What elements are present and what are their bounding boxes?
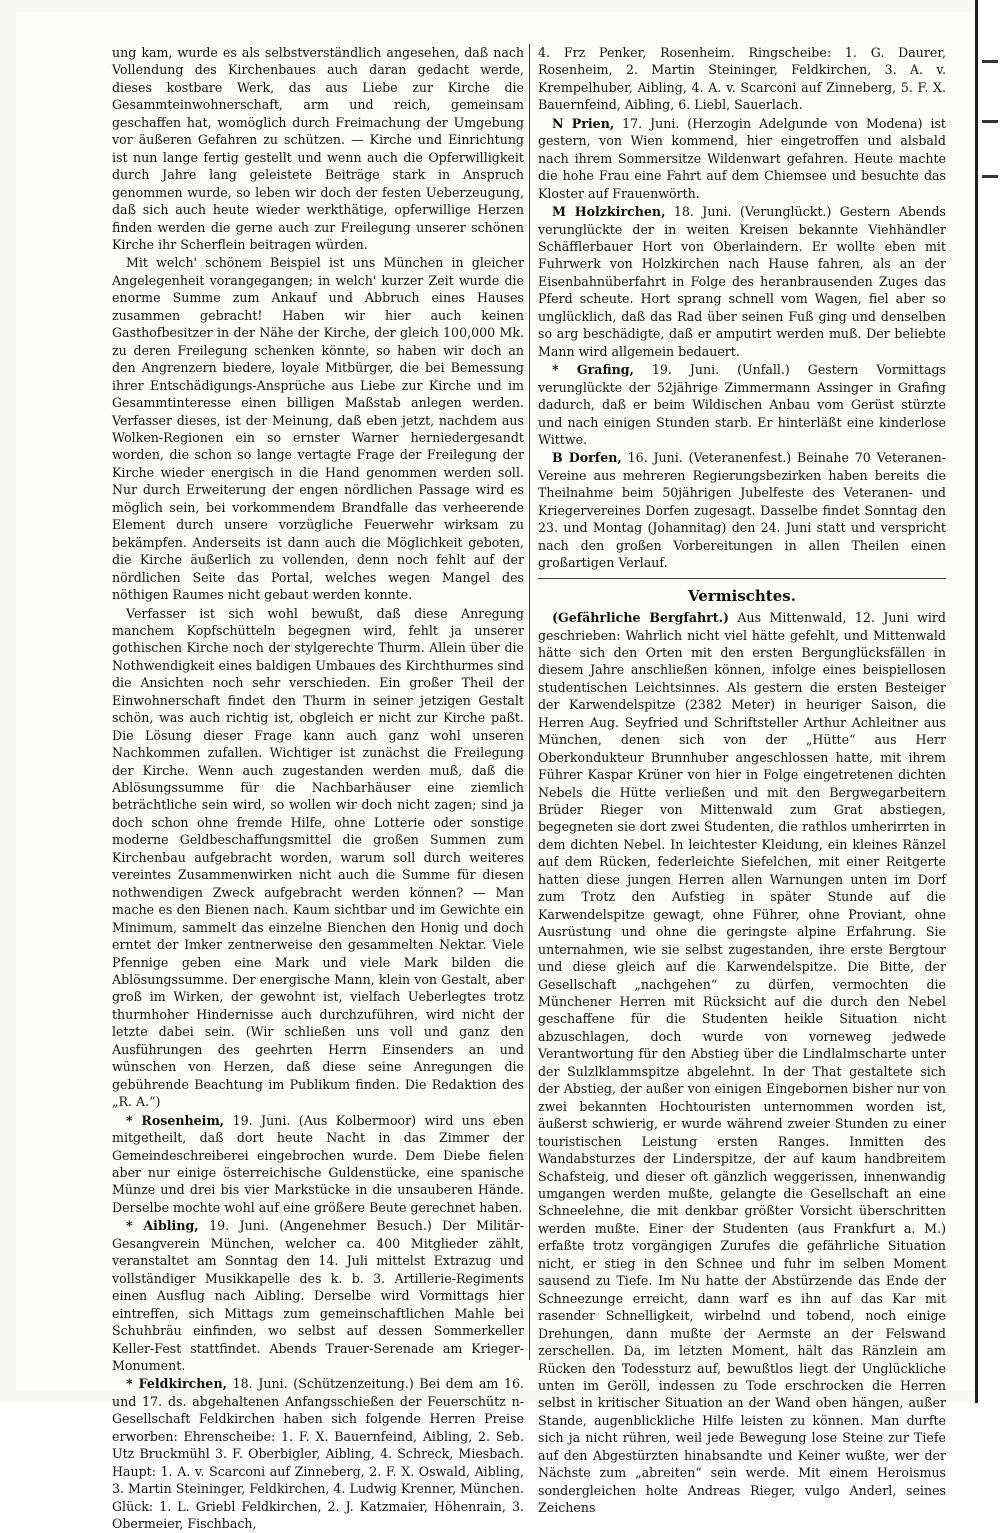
adjacent-page-edge bbox=[975, 0, 1003, 1403]
column-rule bbox=[529, 44, 530, 1360]
article-dorfen: B Dorfen, 16. Juni. (Veteranenfest.) Beinahe 70 Veteranen-Vereine aus mehreren Regierungsbezirken haben bereits die Theilnahme beim 50jährigen Jubelfeste des Veteranen- und Kriegervereines Dorfen zugesagt. Dasselbe findet Sonntag den 23. und Montag (Johannitag) den 24. Juni statt und verspricht nach den großen Vorbereitungen in allen Theilen einen großartigen Verlauf. bbox=[538, 450, 946, 571]
section-heading: Vermischtes. bbox=[688, 586, 796, 605]
right-column bbox=[538, 44, 946, 1516]
edge-mark bbox=[982, 120, 998, 123]
article-rosenheim: * Rosenheim, 19. Juni. (Aus Kolbermoor) wird uns eben mitgetheilt, daß dort heute Nacht in das Zimmer der Gemeindeschreiberei eingebrochen wurde. Dem Diebe fielen aber nur einige österreichische Guldenstücke, eine spanische Münze und drei bis vier Markstücke in die unsauberen Hände. Derselbe mochte wohl auf eine größere Beute gerechnet haben. bbox=[112, 1112, 524, 1215]
article-kirche-para-2: Mit welch' schönem Beispiel ist uns München in gleicher Angelegenheit vorangegangen; in welch' kurzer Zeit wurde die enorme Summe zum Ankauf und Abbruch eines Hauses zusammen gebracht! Haben wir hier auch keinen Gasthofbesitzer in der Nähe der Kirche, der gleich 100,000 Mk. zu deren Freilegung schenken könnte, so haben wir doch an den Angrenzern biedere, loyale Mitbürger, die bei Bemessung ihrer Entschädigungs-Ansprüche aus Liebe zur Kirche und im Gesammtinteresse einen billigen Maßstab anlegen werden. Verfasser dieses, ist der Meinung, daß eben jetzt, nachdem aus Wolken-Regionen ein so ernster Warner herniedergesandt worden, die schon so lange vertagte Frage der Freilegung der Kirche wieder energisch in die Hand genommen werden soll. Nur durch Erweiterung der engen nördlichen Passage wird es möglich sein, bei vorkommendem Brandfalle das verheerende Element durch unsere vorzügliche Feuerwehr wirksam zu bekämpfen. Anderseits ist dann auch die Möglichkeit geboten, die Kirche äußerlich zu vollenden, denn noch fehlt auf der nördlichen Seite das Portal, welches wegen Mangel des nöthigen Raumes nicht gebaut werden konnte. bbox=[112, 255, 524, 603]
article-prien: N Prien, 17. Juni. (Herzogin Adelgunde von Modena) ist gestern, von Wien kommend, hier eingetroffen und alsbald nach ihrem Sommersitze Wildenwart gefahren. Heute machte die hohe Frau eine Fahrt auf dem Chiemsee und besuchte das Kloster auf Frauenwörth. bbox=[538, 115, 946, 201]
article-kirche-para-3: Verfasser ist sich wohl bewußt, daß diese Anregung manchem Kopfschütteln begegnen wird, fehlt ja unserer gothischen Kirche noch der stylgerechte Thurm. Allein über die Nothwendigkeit eines baldigen Umbaues des Kirchthurmes sind die Ansichten noch sehr verschieden. Ein großer Theil der Einwohnerschaft findet den Thurm in seiner jetzigen Gestalt schön, was auch richtig ist, obgleich er nicht zur Kirche paßt. Die Lösung dieser Frage kann auch ganz wohl unseren Nachkommen zufallen. Wichtiger ist zunächst die Freilegung der Kirche. Wenn auch zugestanden werden muß, daß die Ablösungssumme für die Nachbarhäuser eine ziemlich beträchtliche sein wird, so wollen wir doch nicht zagen; sind ja doch schon ohne fremde Hilfe, ohne Lotterie oder sonstige moderne Geldbeschaffungsmittel die großen Summen zum Kirchenbau aufgebracht worden, warum soll durch weiteres vereintes Zusammenwirken nicht auch die Summe für diesen nothwendigen Zweck aufgebracht werden können? — Man mache es den Bienen nach. Kaum sichtbar und im Gewichte ein Minimum, sammelt das einzelne Bienchen den Honig und doch erntet der Imker zentnerweise den gesammelten Nektar. Viele Pfennige geben eine Mark und viele Mark bilden die Ablösungssumme. Der energische Mann, klein von Gestalt, aber groß im Wirken, der gewohnt ist, vielfach Ueberlegtes trotz thurmhoher Hindernisse auch durchzuführen, wird nicht der letzte dabei sein. (Wir schließen uns voll und ganz den Ausführungen des geehrten Herrn Einsenders an und wünschen von Herzen, daß diese seine Anregungen die gebührende Beachtung im Publikum finden. Die Redaktion des „R. A.“) bbox=[112, 605, 524, 1110]
edge-mark bbox=[982, 175, 998, 178]
article-kirche-para-1: ung kam, wurde es als selbstverständlich angesehen, daß nach Vollendung des Kirchenbaues auch daran gedacht werde, dieses kostbare Werk, das aus Liebe zur Kirche die Gesammteinwohnerschaft, arm und reich, gemeinsam geschaffen hat, womöglich durch Freimachung der Umgebung vor äußeren Gefahren zu schützen. — Kirche und Einrichtung ist nun lange fertig gestellt und wenn auch die Opferwilligkeit durch Jahre lang geleistete Beiträge stark in Anspruch genommen wurde, so leben wir doch der festen Ueberzeugung, daß sich auch heute wieder werkthätige, opferwillige Herzen finden werden die gerne auch zur Freilegung unserer schönen Kirche ihr Scherflein beitragen würden. bbox=[112, 45, 524, 252]
article-feldkirchen: * Feldkirchen, 18. Juni. (Schützenzeitung.) Bei dem am 16. und 17. ds. abgehaltenen Anfangsschießen der Feuerschütz n-Gesellschaft Feldkirchen haben sich folgende Herren Preise erworben: Ehrenscheibe: 1. F. X. Bauernfeind, Aibling, 2. Seb. Utz Bruckmühl 3. F. Oberbigler, Aibling, 4. Schreck, Miesbach. Haupt: 1. A. v. Scarconi auf Zinneberg, 2. F. X. Oswald, Aibling, 3. Martin Steininger, Feldkirchen, 4. Ludwig Krenner, München. Glück: 1. L. Griebl Feldkirchen, 2. J. Katzmaier, Höhenrain, 3. Obermeier, Fischbach, bbox=[112, 1376, 524, 1532]
article-ringscheibe: 4. Frz Penker, Rosenheim. Ringscheibe: 1. G. Daurer, Rosenheim, 2. Martin Steininger, Feldkirchen, 3. A. v. Krempelhuber, Aibling, 4. A. v. Scarconi auf Zinneberg, 5. F. X. Bauernfeind, Aibling, 6. Liebl, Sauerlach. bbox=[538, 45, 946, 113]
article-aibling: * Aibling, 19. Juni. (Angenehmer Besuch.) Der Militär-Gesangverein München, welcher ca. 400 Mitglieder zählt, veranstaltet am Sonntag den 14. Juli mittelst Extrazug und vollständiger Musikkapelle des k. b. 3. Artillerie-Regiments einen Ausflug nach Aibling. Derselbe wird Vormittags hier eintreffen, sich Mittags zum gemeinschaftlichen Mahle bei Schuhbräu einfinden, wo selbst auf dessen Sommerkeller Keller-Fest stattfindet. Abends Trauer-Serenade am Krieger-Monument. bbox=[112, 1218, 524, 1373]
edge-mark bbox=[982, 60, 998, 63]
article-holzkirchen: M Holzkirchen, 18. Juni. (Verunglückt.) Gestern Abends verunglückte der in weiten Kreisen bekannte Viehhändler Schäfflerbauer Hort von Oberlaindern. Er wollte eben mit Fuhrwerk von Holzkirchen nach Hause fahren, als an der Eisenbahnüberfahrt in Folge des heranbrausenden Zuges das Pferd scheute. Hort sprang schnell vom Wagen, fiel aber so unglücklich, daß das Rad über seinen Fuß ging und denselben so arg beschädigte, daß er amputirt werden muß. Der beliebte Mann wird allgemein bedauert. bbox=[538, 204, 946, 359]
article-mittenwald: (Gefährliche Bergfahrt.) Aus Mittenwald, 12. Juni wird geschrieben: Wahrlich nicht viel hätte gefehlt, und Mittenwald hätte sich den Orten mit den ersten Bergunglücksfällen in diesem Jahre anschließen können, infolge eines beispiellosen studentischen Leichtsinnes. Als gestern die ersten Besteiger der Karwendelspitze (2382 Meter) in heuriger Saison, die Herren Aug. Seyfried und Schriftsteller Arthur Achleitner aus München, denen sich von der „Hütte“ aus Herr Oberkondukteur Brunnhuber angeschlossen hatte, mit ihrem Führer Kaspar Krüner von hier in Folge eingetretenen dichten Nebels die Hütte verließen und mit den Bergwegarbeitern Brüder Rieger von Mittenwald zum Grat abstiegen, begegneten sie dort zwei Studenten, die rathlos umherirrten in dem dichten Nebel. In leichtester Kleidung, ein kleines Ränzel auf dem Rücken, federleichte Siefelchen, mit einer Reitgerte hatten diese jungen Herren allen Warnungen unten im Dorf zum Trotz den Aufstieg in später Stunde auf die Karwendelspitze gewagt, ohne Führer, ohne Proviant, ohne Ausrüstung und ohne die geringste alpine Erfahrung. Sie unternahmen, wie sie selbst zugestanden, ihre erste Bergtour und diese gleich auf die Karwendelspitze. Die Bitte, der Gesellschaft „nachgehen“ zu dürfen, vermochten die Münchener Herren mit Rücksicht auf die durch den Nebel geschaffene für die Studenten heikle Situation nicht abzuschlagen, doch wurde von vorneweg jedwede Verantwortung für den Abstieg über die Lindlalmscharte unter der Sulzlklammspitze abgelehnt. In der That gestaltete sich der Abstieg, der außer von einigen Eingebornen bisher nur von zwei bekannten Hochtouristen unternommen worden ist, äußerst schwierig, er wurde während zweier Stunden zu einer touristischen Leistung ersten Ranges. Inmitten des Wandabsturzes der Linderspitze, der auf kaum handbreitem Schafsteig, und dieser oft gänzlich weggerissen, innenwandig umgangen werden mußte, gelangte die Gesellschaft an eine Schneelehne, die mit denkbar größter Vorsicht überschritten werden mußte. Einer der Studenten (aus Frankfurt a. M.) erfaßte trotz vorgängigen Zurufes die gefährliche Situation nicht, er stieg in den Schnee und fuhr im selben Moment sausend zu Tiefe. Im Nu hatte der Abstürzende das Ende der Schneezunge erreicht, dann warf es ihn auf das Kar mit rasender Schnelligkeit, wirbelnd und tobend, noch einige Drehungen, dann mußte der Aermste an der Felswand zerschellen. Da, im letzten Moment, hält das Ränzlein am Rücken den Todessturz auf, bewußtlos liegt der Unglückliche unten im Geröll, indessen zu Tode erschrocken die Herren selbst in kritischer Situation an der Wand oben hängen, außer Stande, augenblickliche Hilfe leisten zu können. Man durfte sich ja nicht rühren, weil jede Bewegung lose Steine zur Tiefe auf den Abgestürzten hinabsandte und Keiner wußte, wer der Nächste zum „abreiten“ sein werde. Mit einem Heroismus sondergleichen holte Andreas Rieger, vulgo Anderl, seines Zeichens bbox=[538, 610, 946, 1516]
section-rule bbox=[538, 578, 946, 579]
left-column bbox=[112, 44, 524, 1532]
article-grafing: * Grafing, 19. Juni. (Unfall.) Gestern Vormittags verunglückte der 52jährige Zimmermann Assinger in Grafing dadurch, daß er beim Wildischen Anbau vom Gerüst stürzte und nach einigen Stunden starb. Er hinterläßt eine kinderlose Wittwe. bbox=[538, 362, 946, 447]
